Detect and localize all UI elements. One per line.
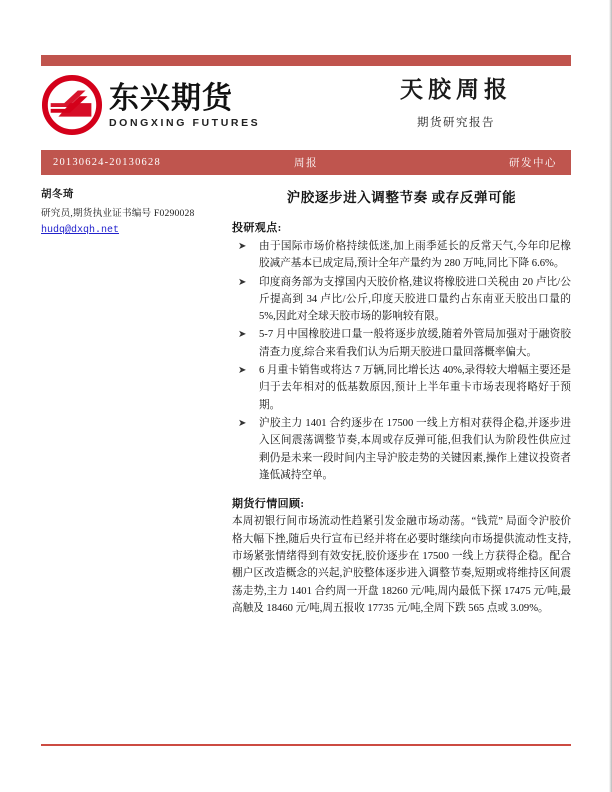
- bullet-arrow-icon: ➤: [238, 365, 247, 377]
- views-section-label: 投研观点:: [232, 222, 282, 234]
- market-review-label: 期货行情回顾:: [232, 498, 305, 511]
- bullet-arrow-icon: ➤: [238, 417, 247, 429]
- author-role: 研究员,期货执业证书编号 F0290028: [41, 208, 195, 219]
- meta-strip: [41, 150, 571, 175]
- report-title: 天胶周报: [400, 77, 512, 102]
- bullet-arrow-icon: ➤: [238, 241, 247, 252]
- list-item-text: 5-7 月中国橡胶进口量一般将逐步放缓,随着外管局加强对于融资胶清查力度,综合来看我们认为后期天胶进口量回落概率偏大。: [259, 329, 571, 358]
- list-item: [232, 362, 571, 414]
- brand-logo-text: [109, 81, 260, 129]
- bullet-arrow-icon: ➤: [238, 329, 247, 341]
- list-item-text: 由于国际市场价格持续低迷,加上雨季延长的反常天气,今年印尼橡胶减产基本已成定局,预计全年产量约为 280 万吨,同比下降 6.6%。: [259, 241, 571, 270]
- market-review-section: [232, 495, 571, 617]
- report-subtitle: 期货研究报告: [417, 116, 495, 129]
- brand-logo: [41, 74, 260, 136]
- author-email-link[interactable]: hudq@dxqh.net: [41, 225, 120, 236]
- meta-date-range: 20130624-20130628: [53, 157, 161, 168]
- brand-name-cn: 东兴期货: [109, 82, 233, 116]
- list-item-text: 沪胶主力 1401 合约逐步在 17500 一线上方相对获得企稳,并逐步进入区间震荡调整节奏,本周或存反弹可能,但我们认为阶段性供应过剩仍是未来一段时间内主导沪胶走势的关键因素,操作上建议投资者逢低减持空单。: [259, 417, 571, 481]
- author-name: 胡冬琦: [41, 189, 74, 200]
- brand-name-en: DONGXING FUTURES: [109, 116, 261, 129]
- list-item: [232, 326, 571, 361]
- views-list: [232, 238, 571, 484]
- page-title: 沪胶逐步进入调整节奏 或存反弹可能: [286, 190, 517, 205]
- header-top-rule: [41, 55, 571, 66]
- market-review-text: 本周初银行间市场流动性趋紧引发金融市场动荡。“钱荒” 局面令沪胶价格大幅下挫,随后央行宣布已经并将在必要时继续向市场提供流动性支持,市场紧张情绪得到有效安抚,胶价逐步在 17500 一线上方获得企稳。配合棚户区改造概念的兴起,沪胶整体逐步进入调整节奏,短期或将维持区间震荡走势,主力 1401 合约周一开盘 18260 元/吨,周内最低下探 17475 元/吨,最高触及 18460 元/吨,周五报收 17735 元/吨,全周下跌 565 点或 3.09%。: [232, 516, 571, 615]
- meta-department: 研发中心: [509, 158, 557, 169]
- list-item-text: 6 月重卡销售或将达 7 万辆,同比增长达 40%,录得较大增幅主要还是归于去年相对的低基数原因,预计上半年重卡市场表现将略好于预期。: [259, 365, 571, 411]
- list-item: [232, 238, 571, 273]
- meta-frequency: 周报: [294, 158, 318, 169]
- report-heading: [341, 76, 571, 130]
- dongxing-circle-logo-icon: [41, 74, 103, 136]
- footer-rule: [41, 744, 571, 746]
- main-column: [232, 186, 571, 618]
- list-item: [232, 274, 571, 326]
- author-sidebar: [41, 186, 221, 237]
- bullet-arrow-icon: ➤: [238, 276, 247, 288]
- list-item-text: 印度商务部为支撑国内天胶价格,建议将橡胶进口关税由 20 卢比/公斤提高到 34 卢比/公斤,印度天胶进口量约占东南亚天胶出口量的 5%,因此对全球天胶市场的影响较有限。: [259, 276, 571, 323]
- masthead: [41, 70, 571, 142]
- list-item: [232, 415, 571, 484]
